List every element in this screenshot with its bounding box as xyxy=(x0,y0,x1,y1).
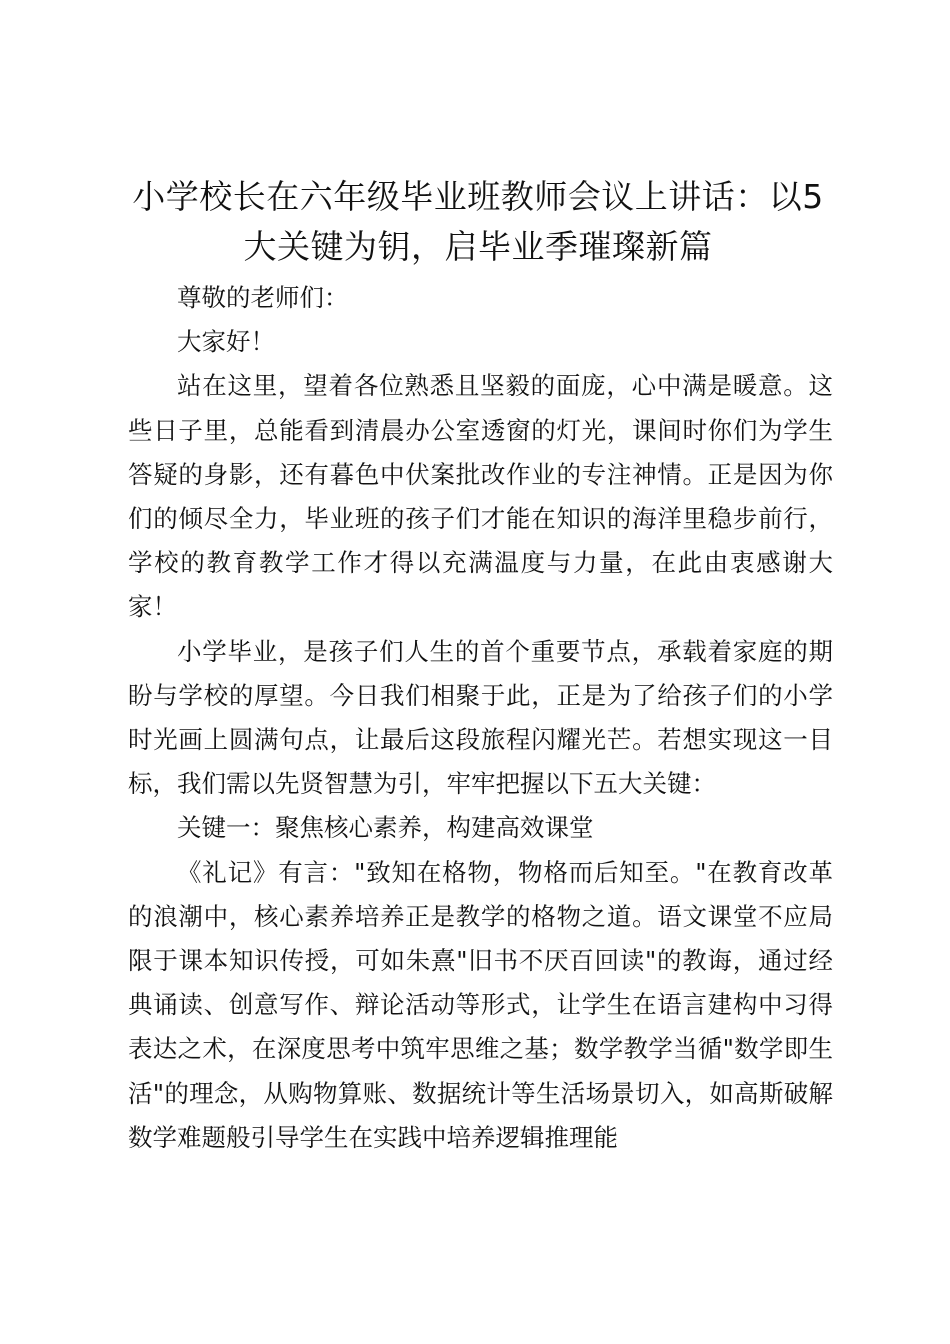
body-paragraph: 站在这里，望着各位熟悉且坚毅的面庞，心中满是暖意。这些日子里，总能看到清晨办公室透窗的灯光，课间时你们为学生答疑的身影，还有暮色中伏案批改作业的专注神情。正是因为你们的倾尽全力，毕业班的孩子们才能在知识的海洋里稳步前行，学校的教育教学工作才得以充满温度与力量，在此由衷感谢大家！ xyxy=(128,371,833,622)
salutation: 尊敬的老师们： xyxy=(177,283,349,312)
body-paragraph: 小学毕业，是孩子们人生的首个重要节点，承载着家庭的期盼与学校的厚望。今日我们相聚于此，正是为了给孩子们的小学时光画上圆满句点，让最后这段旅程闪耀光芒。若想实现这一目标，我们需以先贤智慧为引，牢牢把握以下五大关键： xyxy=(128,636,833,799)
body-paragraph: 《礼记》有言："致知在格物，物格而后知至。"在教育改革的浪潮中，核心素养培养正是教学的格物之道。语文课堂不应局限于课本知识传授，可如朱熹"旧书不厌百回读"的教诲，通过经典诵读、创意写作、辩论活动等形式，让学生在语言建构中习得表达之术，在深度思考中筑牢思维之基；数学教学当循"数学即生活"的理念，从购物算账、数据统计等生活场景切入，如高斯破解数学难题般引导学生在实践中培养逻辑推理能 xyxy=(128,857,833,1152)
section-heading: 关键一：聚焦核心素养，构建高效课堂 xyxy=(177,813,594,843)
document-body xyxy=(128,276,833,1160)
document-title: 小学校长在六年级毕业班教师会议上讲话：以5大关键为钥，启毕业季璀璨新篇 xyxy=(132,177,824,266)
greeting: 大家好！ xyxy=(177,327,275,357)
